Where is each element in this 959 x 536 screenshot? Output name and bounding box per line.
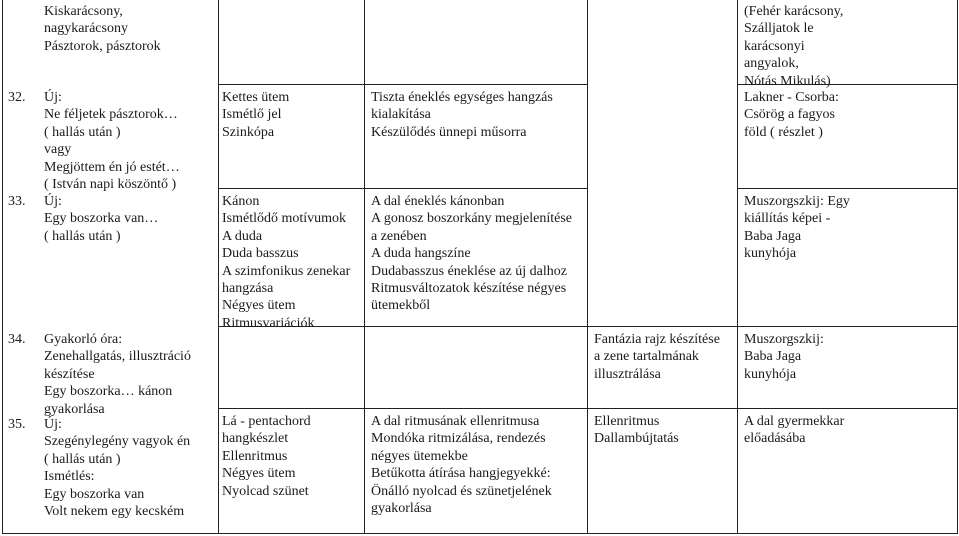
text-line: illusztrálása [594, 366, 661, 382]
text-line: Betűkotta átírása hangjegyekké: [371, 466, 551, 482]
text-line: Muszorgszkij: Egy [744, 194, 850, 209]
lesson-number: 32. [8, 90, 26, 105]
text-line: Megjöttem én jó estét… [44, 159, 180, 175]
text-line: Tiszta éneklés egységes hangzás [371, 90, 553, 105]
text-line: karácsonyi [744, 38, 805, 54]
grid-line [218, 84, 588, 85]
music-listening-cell [744, 3, 843, 90]
text-line: Szegénylegény vagyok én [44, 434, 191, 450]
text-line: Muszorgszkij: [744, 332, 824, 347]
text-line: A duda hangszíne [371, 246, 471, 262]
text-line: Kánon [222, 194, 260, 209]
text-line: angyalok, [744, 56, 799, 72]
text-line: Baba Jaga [744, 228, 802, 244]
text-line: Csörög a fagyos [744, 107, 835, 123]
text-line: A dal éneklés kánonban [371, 194, 505, 209]
concepts-cell [222, 413, 311, 500]
text-line: nagykarácsony [44, 21, 128, 37]
grid-line [737, 0, 738, 534]
text-line: Fantázia rajz készítése [594, 332, 720, 347]
text-line: Kettes ütem [222, 90, 290, 105]
text-line: Új: [44, 194, 62, 209]
text-line: Mondóka ritmizálása, rendezés [371, 431, 546, 447]
text-line: kiállítás képei - [744, 211, 831, 227]
text-line: Dudabasszus éneklése az új dalhoz [371, 263, 567, 279]
text-line: ( hallás után ) [44, 451, 121, 467]
text-line: Dallambújtatás [594, 431, 679, 447]
text-line: kunyhója [744, 246, 797, 262]
text-line: A szimfonikus zenekar [222, 263, 351, 279]
text-line: Lá - pentachord [222, 414, 311, 429]
text-line: Egy boszorka… kánon [44, 384, 173, 400]
text-line: Gyakorló óra: [44, 332, 123, 347]
text-line: négyes ütemekbe [371, 448, 468, 464]
text-line: Új: [44, 90, 62, 105]
grid-line [218, 0, 219, 534]
text-line: a zenében [371, 228, 427, 244]
music-listening-cell [744, 89, 839, 141]
lesson-entry [44, 331, 191, 418]
text-line: gyakorlása [371, 501, 432, 517]
text-line: Baba Jaga [744, 349, 802, 365]
text-line: ( hallás után ) [44, 228, 121, 244]
text-line: Pásztorok, pásztorok [44, 38, 161, 54]
text-line: Duda basszus [222, 246, 299, 262]
grid-line [957, 0, 958, 534]
text-line: Ellenritmus [594, 414, 660, 429]
goals-cell [371, 89, 553, 141]
text-line: Ritmusvariációk [222, 315, 315, 331]
text-line: ( István napi köszöntő ) [44, 177, 177, 193]
text-line: hangzása [222, 281, 274, 297]
text-line: Önálló nyolcad és szünetjelének [371, 483, 552, 499]
text-line: Zenehallgatás, illusztráció [44, 349, 191, 365]
lesson-entry [44, 89, 180, 193]
text-line: Készülődés ünnepi műsorra [371, 124, 527, 140]
grid-line [364, 0, 365, 534]
text-line: Lakner - Csorba: [744, 90, 839, 105]
text-line: Egy boszorka van [44, 486, 145, 502]
text-line: Ismétlés: [44, 469, 95, 485]
lesson-number: 34. [8, 332, 26, 347]
text-line: Ritmusváltozatok készítése négyes [371, 281, 567, 297]
grid-line [218, 408, 958, 409]
text-line: Volt nekem egy kecském [44, 504, 185, 520]
goals-cell [371, 413, 552, 517]
text-line: hangkészlet [222, 431, 289, 447]
text-line: a zene tartalmának [594, 349, 699, 365]
text-line: Kiskarácsony, [44, 4, 123, 19]
concepts-cell [222, 89, 289, 141]
text-line: vagy [44, 142, 72, 158]
activities-cell [594, 413, 679, 448]
text-line: Négyes ütem [222, 298, 296, 314]
grid-line [218, 188, 588, 189]
text-line: Egy boszorka van… [44, 211, 159, 227]
text-line: készítése [44, 366, 95, 382]
text-line: Nyolcad szünet [222, 483, 309, 499]
concepts-cell [222, 193, 350, 332]
text-line: (Fehér karácsony, [744, 4, 844, 19]
text-line: Ismétlődő motívumok [222, 211, 347, 227]
grid-line [2, 0, 3, 534]
grid-line [737, 188, 957, 189]
lesson-entry [44, 193, 158, 245]
grid-line [587, 0, 588, 534]
text-line: Szálljatok le [744, 21, 814, 37]
text-line: ( hallás után ) [44, 124, 121, 140]
goals-cell [371, 193, 572, 315]
text-line: kialakítása [371, 107, 431, 123]
music-listening-cell [744, 413, 844, 448]
music-listening-cell [744, 331, 824, 383]
text-line: Ismétlő jel [222, 107, 282, 123]
lesson-entry [44, 416, 190, 520]
text-line: gyakorlása [44, 401, 105, 417]
text-line: Szinkópa [222, 124, 275, 140]
text-line: föld ( részlet ) [744, 124, 823, 140]
text-line: Ellenritmus [222, 448, 288, 464]
text-line: Négyes ütem [222, 466, 296, 482]
text-line: Ne féljetek pásztorok… [44, 107, 178, 123]
text-line: ütemekből [371, 298, 431, 314]
text-line: kunyhója [744, 366, 797, 382]
music-listening-cell [744, 193, 850, 263]
text-line: A duda [222, 228, 263, 244]
text-line: előadásába [744, 431, 806, 447]
text-line: Új: [44, 417, 62, 432]
grid-line [2, 533, 958, 534]
text-line: A dal gyermekkar [744, 414, 845, 429]
text-line: Nótás Mikulás) [744, 73, 831, 89]
activities-cell [594, 331, 720, 383]
text-line: A dal ritmusának ellenritmusa [371, 414, 540, 429]
col1-top-entry [44, 3, 161, 55]
lesson-number: 35. [8, 417, 26, 432]
lesson-number: 33. [8, 194, 26, 209]
text-line: A gonosz boszorkány megjelenítése [371, 211, 573, 227]
